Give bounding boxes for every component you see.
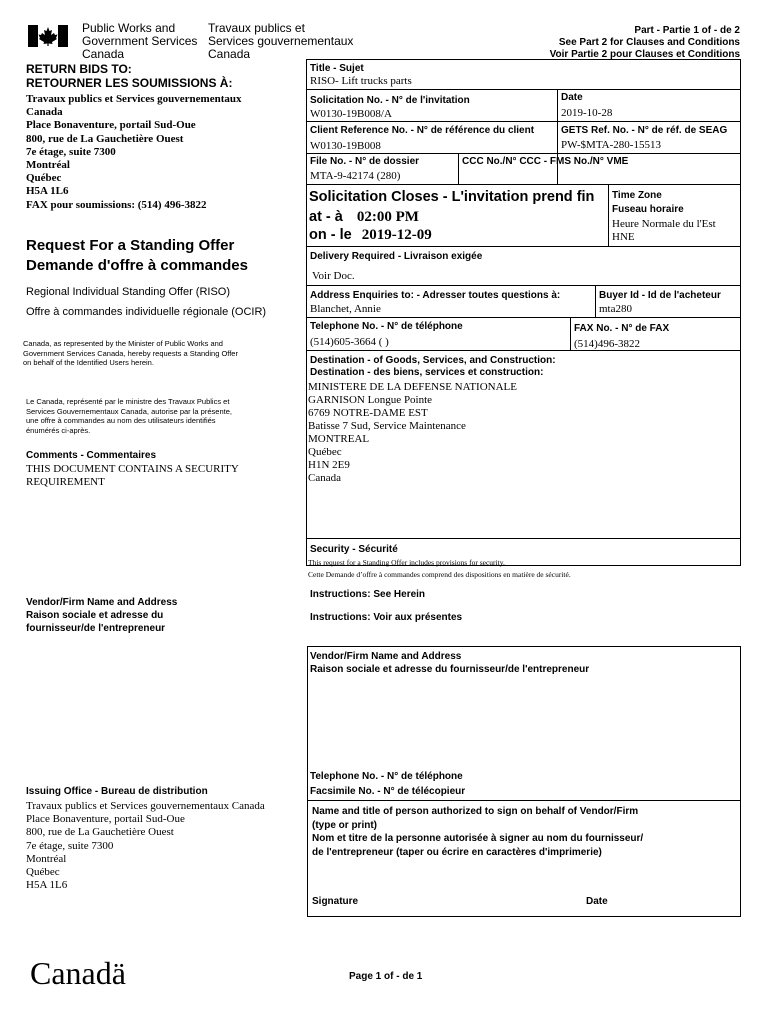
on-label: on - le xyxy=(309,227,352,243)
ccc-label: CCC No./N° CCC - FMS No./N° VME xyxy=(462,156,629,167)
address-enquiries-label: Address Enquiries to: - Adresser toutes questions à: xyxy=(310,290,561,301)
security-line-fr: Cette Demande d’offre à commandes comprend des dispositions en matière de sécurité. xyxy=(308,570,571,579)
on-value: 2019-12-09 xyxy=(361,227,432,243)
return-address-line: 800, rue de La Gauchetière Ouest xyxy=(26,132,184,145)
return-bids-address xyxy=(26,93,242,212)
return-address-line: H5A 1L6 xyxy=(26,185,69,198)
destination-line: Batisse 7 Sud, Service Maintenance xyxy=(308,420,466,432)
client-ref-value: W0130-19B008 xyxy=(310,140,381,152)
auth-line: de l'entrepreneur (taper ou écrire en caractères d'imprimerie) xyxy=(312,846,602,858)
return-fax-line: FAX pour soumissions: (514) 496-3822 xyxy=(26,198,207,211)
delivery-value: Voir Doc. xyxy=(312,270,355,282)
return-bids-line-2: RETOURNER LES SOUMISSIONS À: xyxy=(26,76,233,90)
vendor-box-label xyxy=(310,650,589,676)
date-value: 2019-10-28 xyxy=(561,107,613,119)
vendor-name-field[interactable] xyxy=(310,678,738,763)
gets-label: GETS Ref. No. - N° de réf. de SEAG xyxy=(561,125,728,136)
vendor-telephone-label: Telephone No. - N° de téléphone xyxy=(310,771,463,782)
vendor-left-line: fournisseur/de l'entrepreneur xyxy=(26,623,166,634)
solicitation-label: Solicitation No. - N° de l'invitation xyxy=(310,95,470,106)
para-en-line: Government Services Canada, hereby requests a Standing Offer xyxy=(23,348,238,358)
closes-title: Solicitation Closes - L'invitation prend fin xyxy=(309,189,595,205)
issuing-address-line: H5A 1L6 xyxy=(26,879,68,892)
para-fr-line: Le Canada, représenté par le ministre des Travaux Publics et xyxy=(26,397,230,406)
comments-value xyxy=(26,463,239,489)
return-address-line: Place Bonaventure, portail Sud-Oue xyxy=(26,119,196,132)
buyer-id-label: Buyer Id - Id de l'acheteur xyxy=(599,290,721,301)
title-label: Title - Sujet xyxy=(310,63,364,74)
para-fr-line: une offre à commandes au nom des utilisateurs identifiés xyxy=(26,416,216,425)
issuing-address-line: Montréal xyxy=(26,852,67,865)
return-address-line: Montréal xyxy=(26,159,70,172)
fax-value: (514)496-3822 xyxy=(574,338,640,350)
canada-wordmark: Canadä xyxy=(30,955,126,991)
destination-line: MINISTERE DE LA DEFENSE NATIONALE xyxy=(308,381,517,393)
file-label: File No. - N° de dossier xyxy=(310,156,420,167)
issuing-address-line: 800, rue de La Gauchetière Ouest xyxy=(26,826,174,839)
request-subtitle xyxy=(26,282,266,322)
destination-line: MONTREAL xyxy=(308,433,370,445)
request-paragraph-fr xyxy=(26,397,232,435)
instructions-en: Instructions: See Herein xyxy=(310,589,426,600)
part-line-3: Voir Partie 2 pour Clauses et Conditions xyxy=(549,49,740,59)
client-ref-label: Client Reference No. - N° de référence du client xyxy=(310,125,535,136)
signature-label: Signature xyxy=(312,896,359,907)
auth-line: (type or print) xyxy=(312,819,377,831)
destination-line: 6769 NOTRE-DAME EST xyxy=(308,407,428,419)
destination-line: H1N 2E9 xyxy=(308,459,350,471)
destination-label xyxy=(310,355,556,379)
authorized-person-field[interactable] xyxy=(310,862,738,890)
comments-line: THIS DOCUMENT CONTAINS A SECURITY xyxy=(26,463,239,475)
return-address-line: 7e étage, suite 7300 xyxy=(26,145,116,158)
return-address-line: Québec xyxy=(26,172,62,185)
issuing-office-label: Issuing Office - Bureau de distribution xyxy=(26,786,208,797)
vendor-left-line: Vendor/Firm Name and Address xyxy=(26,597,178,608)
dept-fr-line-3: Canada xyxy=(208,47,251,61)
telephone-label: Telephone No. - N° de téléphone xyxy=(310,321,463,332)
request-title-fr: Demande d'offre à commandes xyxy=(26,257,248,274)
request-subtitle-fr: Offre à commandes individuelle régionale (OCIR) xyxy=(26,306,267,318)
para-en-line: Canada, as represented by the Minister of Public Works and xyxy=(23,339,223,348)
dept-en-line-1: Public Works and xyxy=(82,21,176,35)
issuing-office-address xyxy=(26,800,265,892)
timezone-value-line: Heure Normale du l'Est xyxy=(612,218,716,230)
issuing-address-line: Québec xyxy=(26,866,60,879)
destination-line: GARNISON Longue Pointe xyxy=(308,394,433,406)
date-label: Date xyxy=(561,92,583,103)
page-number: Page 1 of - de 1 xyxy=(349,971,423,982)
at-value: 02:00 PM xyxy=(356,209,419,225)
vendor-box-label-en: Vendor/Firm Name and Address xyxy=(310,651,462,662)
closes-at-row xyxy=(309,208,419,226)
department-name-en xyxy=(82,22,197,61)
auth-line: Nom et titre de la personne autorisée à signer au nom du fournisseur/ xyxy=(312,833,644,844)
issuing-address-line: 7e étage, suite 7300 xyxy=(26,839,114,852)
instructions-fr: Instructions: Voir aux présentes xyxy=(310,612,463,623)
dept-en-line-2: Government Services xyxy=(82,34,198,48)
return-address-line: Canada xyxy=(26,106,63,119)
part-line-2: See Part 2 for Clauses and Conditions xyxy=(558,37,740,48)
security-line-en: This request for a Standing Offer includes provisions for security. xyxy=(308,558,505,567)
return-bids-line-1: RETURN BIDS TO: xyxy=(26,62,132,76)
vendor-left-line: Raison sociale et adresse du xyxy=(26,610,164,621)
timezone-label-en: Time Zone xyxy=(612,190,662,201)
timezone-label xyxy=(612,189,684,217)
signature-date-label: Date xyxy=(586,896,608,907)
destination-line: Québec xyxy=(308,446,342,458)
fax-label: FAX No. - N° de FAX xyxy=(574,323,670,334)
vendor-left-label xyxy=(26,596,177,635)
solicitation-value: W0130-19B008/A xyxy=(310,108,392,120)
para-fr-line: Services Gouvernementaux Canada, autorise par la présente, xyxy=(26,406,232,416)
part-line-1: Part - Partie 1 of - de 2 xyxy=(634,25,740,36)
return-bids-title xyxy=(26,62,232,90)
file-value: MTA-9-42174 (280) xyxy=(310,170,401,182)
para-fr-line: énumérés ci-après. xyxy=(26,425,91,435)
title-value: RISO- Lift trucks parts xyxy=(310,75,412,87)
para-en-line: on behalf of the Identified Users herein. xyxy=(23,358,154,367)
delivery-label: Delivery Required - Livraison exigée xyxy=(310,251,483,262)
destination-label-line: Destination - des biens, services et construction: xyxy=(310,367,544,378)
issuing-address-line: Travaux publics et Services gouvernementaux Canada xyxy=(26,800,265,812)
vendor-box-label-fr: Raison sociale et adresse du fournisseur/de l'entrepreneur xyxy=(310,664,590,675)
timezone-value-line: HNE xyxy=(612,231,635,243)
issuing-address-line: Place Bonaventure, portail Sud-Oue xyxy=(26,813,185,826)
request-paragraph-en xyxy=(23,339,238,368)
security-label: Security - Sécurité xyxy=(310,544,398,555)
buyer-id-value: mta280 xyxy=(599,303,632,315)
request-title xyxy=(26,236,248,276)
address-enquiries-value: Blanchet, Annie xyxy=(310,303,381,315)
at-label: at - à xyxy=(309,209,343,225)
canada-flag-icon xyxy=(28,25,68,47)
timezone-label-fr: Fuseau horaire xyxy=(612,204,684,215)
dept-en-line-3: Canada xyxy=(82,47,125,61)
security-text xyxy=(308,557,571,581)
destination-line: Canada xyxy=(308,472,341,484)
department-name-fr xyxy=(208,22,353,61)
comments-label: Comments - Commentaires xyxy=(26,450,157,461)
timezone-value xyxy=(612,218,716,244)
authorized-person-label xyxy=(312,805,643,859)
return-address-line: Travaux publics et Services gouvernementaux xyxy=(26,93,242,105)
gets-value: PW-$MTA-280-15513 xyxy=(561,139,661,151)
auth-line: Name and title of person authorized to sign on behalf of Vendor/Firm xyxy=(312,806,639,817)
part-info xyxy=(480,25,740,59)
request-subtitle-en: Regional Individual Standing Offer (RISO) xyxy=(26,286,231,298)
telephone-value: (514)605-3664 ( ) xyxy=(310,336,389,348)
dept-fr-line-1: Travaux publics et xyxy=(208,21,305,35)
vendor-facsimile-label: Facsimile No. - N° de télécopieur xyxy=(310,786,466,797)
comments-line: REQUIREMENT xyxy=(26,476,105,488)
dept-fr-line-2: Services gouvernementaux xyxy=(208,34,354,48)
closes-on-row xyxy=(309,226,432,244)
request-title-en: Request For a Standing Offer xyxy=(26,237,235,254)
destination-value xyxy=(308,381,517,485)
destination-label-line: Destination - of Goods, Services, and Construction: xyxy=(310,355,556,366)
